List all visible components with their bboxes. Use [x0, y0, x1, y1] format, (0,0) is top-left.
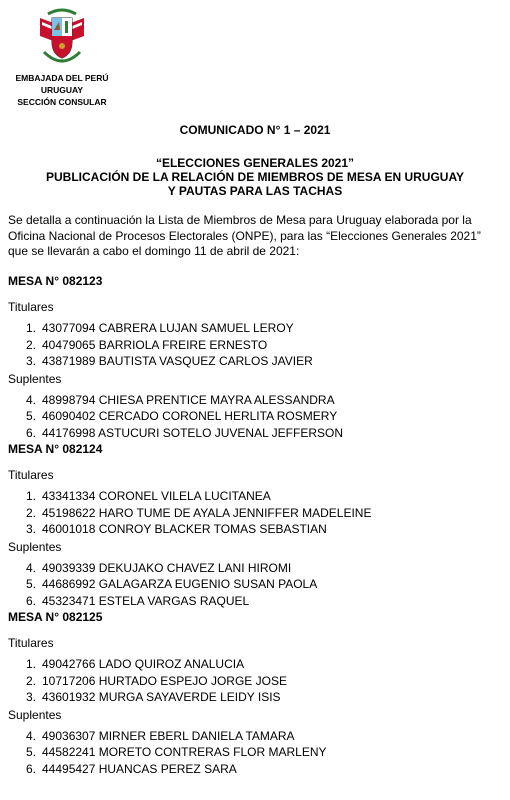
item-number: 3. — [26, 354, 37, 368]
member-entry: 43871989 BAUTISTA VASQUEZ CARLOS JAVIER — [42, 354, 313, 368]
item-number: 5. — [26, 409, 37, 423]
suplentes-list — [8, 560, 502, 610]
item-number: 5. — [26, 745, 37, 759]
list-item — [8, 593, 502, 610]
member-entry: 44686992 GALAGARZA EUGENIO SUSAN PAOLA — [42, 577, 318, 591]
member-entry: 43601932 MURGA SAYAVERDE LEIDY ISIS — [42, 690, 281, 704]
list-item — [8, 353, 502, 370]
member-entry: 44495427 HUANCAS PEREZ SARA — [42, 761, 237, 776]
list-item — [8, 673, 502, 690]
member-entry: 46001018 CONROY BLACKER TOMAS SEBASTIAN — [42, 522, 327, 536]
suplentes-list — [8, 728, 502, 778]
item-number: 4. — [26, 560, 37, 575]
list-item — [8, 320, 502, 337]
item-number: 6. — [26, 593, 37, 608]
titulares-label: Titulares — [8, 468, 54, 482]
suplentes-label: Suplentes — [8, 707, 62, 722]
suplentes-list — [8, 392, 502, 442]
item-number: 3. — [26, 522, 37, 536]
titulares-label: Titulares — [8, 300, 54, 314]
titulares-list — [8, 656, 502, 706]
mesa-title: MESA N° 082125 — [8, 610, 103, 624]
embassy-section: SECCIÓN CONSULAR — [17, 97, 107, 107]
item-number: 4. — [26, 728, 37, 743]
mesa-section — [8, 273, 502, 441]
item-number: 2. — [26, 505, 37, 520]
titulares-list — [8, 488, 502, 538]
mesa-title: MESA N° 082123 — [8, 274, 103, 288]
item-number: 6. — [26, 761, 37, 776]
titulares-label: Titulares — [8, 636, 54, 650]
embassy-name: EMBAJADA DEL PERÚ — [15, 73, 109, 83]
peru-coat-of-arms-icon — [30, 8, 94, 70]
list-item — [8, 728, 502, 745]
member-entry: 44582241 MORETO CONTRERAS FLOR MARLENY — [42, 745, 327, 759]
item-number: 4. — [26, 392, 37, 407]
list-item — [8, 425, 502, 442]
letterhead — [0, 8, 124, 108]
member-entry: 40479065 BARRIOLA FREIRE ERNESTO — [42, 337, 268, 352]
member-entry: 43341334 CORONEL VILELA LUCITANEA — [42, 489, 271, 503]
item-number: 2. — [26, 337, 37, 352]
list-item — [8, 521, 502, 538]
suplentes-label: Suplentes — [8, 371, 62, 386]
title-line-1: “ELECCIONES GENERALES 2021” — [155, 156, 355, 170]
member-entry: 45323471 ESTELA VARGAS RAQUEL — [42, 593, 250, 608]
item-number: 1. — [26, 489, 37, 503]
list-item — [8, 576, 502, 593]
list-item — [8, 560, 502, 577]
mesa-section — [8, 609, 502, 777]
list-item — [8, 744, 502, 761]
item-number: 1. — [26, 657, 37, 671]
mesas-content — [8, 273, 502, 777]
member-entry: 44176998 ASTUCURI SOTELO JUVENAL JEFFERSON — [42, 425, 343, 440]
item-number: 2. — [26, 673, 37, 688]
mesa-section — [8, 441, 502, 609]
member-entry: 45198622 HARO TUME DE AYALA JENNIFFER MADELEINE — [42, 505, 372, 520]
document-title — [0, 156, 510, 198]
member-entry: 48998794 CHIESA PRENTICE MAYRA ALESSANDRA — [42, 392, 335, 407]
list-item — [8, 505, 502, 522]
member-entry: 49036307 MIRNER EBERL DANIELA TAMARA — [42, 728, 295, 743]
item-number: 3. — [26, 690, 37, 704]
list-item — [8, 392, 502, 409]
suplentes-label: Suplentes — [8, 539, 62, 554]
embassy-country: URUGUAY — [40, 85, 84, 95]
member-entry: 49042766 LADO QUIROZ ANALUCIA — [42, 657, 245, 671]
comunicado-number: COMUNICADO N° 1 – 2021 — [179, 123, 331, 137]
list-item — [8, 689, 502, 706]
item-number: 5. — [26, 577, 37, 591]
mesa-title: MESA N° 082124 — [8, 442, 103, 456]
item-number: 1. — [26, 321, 37, 335]
list-item — [8, 408, 502, 425]
list-item — [8, 761, 502, 778]
intro-paragraph: Se detalla a continuación la Lista de Miembros de Mesa para Uruguay elaborada por la Oficina Nacional de Procesos Electorales (ONPE), para las “Elecciones Generales 2021” que se llevarán a cabo el domingo 11 de abril de 2021: — [8, 213, 481, 258]
list-item — [8, 488, 502, 505]
list-item — [8, 656, 502, 673]
member-entry: 10717206 HURTADO ESPEJO JORGE JOSE — [42, 673, 287, 688]
member-entry: 43077094 CABRERA LUJAN SAMUEL LEROY — [42, 321, 294, 335]
member-entry: 49039339 DEKUJAKO CHAVEZ LANI HIROMI — [42, 560, 292, 575]
titulares-list — [8, 320, 502, 370]
member-entry: 46090402 CERCADO CORONEL HERLITA ROSMERY — [42, 409, 338, 423]
title-line-2: PUBLICACIÓN DE LA RELACIÓN DE MIEMBROS DE MESA EN URUGUAY — [45, 170, 465, 184]
item-number: 6. — [26, 425, 37, 440]
list-item — [8, 337, 502, 354]
title-line-3: Y PAUTAS PARA LAS TACHAS — [167, 184, 343, 198]
